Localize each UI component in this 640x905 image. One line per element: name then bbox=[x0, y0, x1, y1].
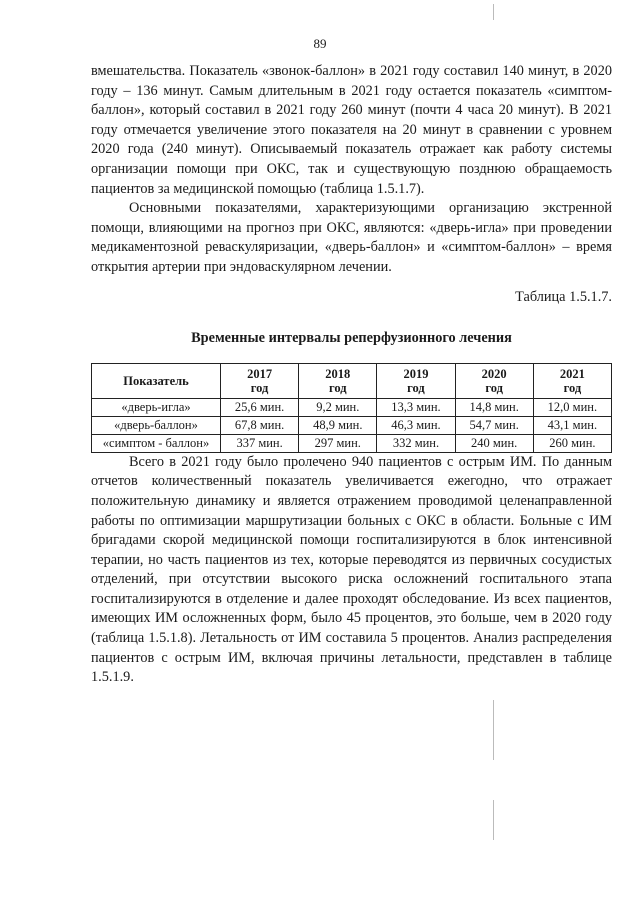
header-year-value: 2020 bbox=[481, 366, 507, 381]
reperfusion-intervals-table bbox=[91, 363, 612, 453]
table-row bbox=[92, 416, 612, 434]
header-year-value: 2019 bbox=[403, 366, 429, 381]
table-label: Таблица 1.5.1.7. bbox=[515, 288, 612, 305]
page-number: 89 bbox=[313, 36, 327, 51]
row-indicator-name: «симптом - баллон» bbox=[92, 434, 221, 452]
table-title: Временные интервалы реперфузионного лечения bbox=[191, 330, 512, 347]
table-cell: 240 мин. bbox=[455, 434, 533, 452]
header-year bbox=[533, 363, 611, 398]
page-content bbox=[91, 62, 612, 688]
header-year bbox=[299, 363, 377, 398]
table-cell: 67,8 мин. bbox=[221, 416, 299, 434]
table-header-row bbox=[92, 363, 612, 398]
header-year-unit: год bbox=[407, 380, 425, 395]
header-year bbox=[377, 363, 455, 398]
header-year-value: 2017 bbox=[247, 366, 273, 381]
paragraph-intro: вмешательства. Показатель «звонок-баллон» в 2021 году составил 140 минут, в 2020 году – 136 минут. Самым длительным в 2021 году остается показатель «симптом-баллон», который составил в 2021 году 260 минут (почти 4 часа 20 минут). В 2021 году отмечается увеличение этого показателя на 20 минут в сравнении с уровнем 2020 года (240 минут). Описываемый показатель отражает как работу системы организации помощи при ОКС, так и существующую позднюю обращаемость пациентов за медицинской помощью (таблица 1.5.1.7). bbox=[91, 63, 612, 197]
paragraph-indicators: Основными показателями, характеризующими организацию экстренной помощи, влияющими на прогноз при ОКС, являются: «дверь-игла» при проведении медикаментозной реваскуляризации, «дверь-баллон» и «симптом-баллон» – время открытия артерии при эндоваскулярном лечении. bbox=[91, 200, 612, 275]
header-year-value: 2021 bbox=[559, 366, 585, 381]
header-indicator: Показатель bbox=[92, 363, 221, 398]
table-cell: 48,9 мин. bbox=[299, 416, 377, 434]
table-row bbox=[92, 398, 612, 416]
table-cell: 54,7 мин. bbox=[455, 416, 533, 434]
table-cell: 9,2 мин. bbox=[299, 398, 377, 416]
paragraph-summary: Всего в 2021 году было пролечено 940 пациентов с острым ИМ. По данным отчетов количественный показатель увеличивается ежегодно, что отражает положительную динамику и является отражением проводимой целенаправленной работы по оптимизации маршрутизации больных с ОКС в области. Больные с ИМ бригадами скорой медицинской помощи госпитализируются в блок интенсивной терапии, но часть пациентов из тех, которые переводятся из первичных сосудистых отделений, при отсутствии высокого риска осложнений госпитального этапа госпитализируются в отделение и далее проходят обследование. Из всех пациентов, имеющих ИМ осложненных форм, было 45 процентов, это больше, чем в 2020 году (таблица 1.5.1.8). Летальность от ИМ составила 5 процентов. Анализ распределения пациентов с острым ИМ, включая причины летальности, представлен в таблице 1.5.1.9. bbox=[91, 453, 612, 686]
row-indicator-name: «дверь-игла» bbox=[92, 398, 221, 416]
header-year-unit: год bbox=[250, 380, 269, 395]
table-cell: 25,6 мин. bbox=[221, 398, 299, 416]
table-cell: 260 мин. bbox=[533, 434, 611, 452]
row-indicator-name: «дверь-баллон» bbox=[92, 416, 221, 434]
table-cell: 332 мин. bbox=[377, 434, 455, 452]
table-cell: 297 мин. bbox=[299, 434, 377, 452]
header-year bbox=[455, 363, 533, 398]
header-year-value: 2018 bbox=[325, 366, 351, 381]
table-cell: 12,0 мин. bbox=[533, 398, 611, 416]
table-cell: 46,3 мин. bbox=[377, 416, 455, 434]
table-cell: 13,3 мин. bbox=[377, 398, 455, 416]
scan-mark bbox=[493, 800, 494, 840]
header-year-unit: год bbox=[563, 380, 582, 395]
table-cell: 43,1 мин. bbox=[533, 416, 611, 434]
header-year bbox=[221, 363, 299, 398]
header-year-unit: год bbox=[485, 380, 503, 395]
table-cell: 14,8 мин. bbox=[455, 398, 533, 416]
header-year-unit: год bbox=[328, 380, 347, 395]
scan-mark bbox=[493, 4, 494, 20]
table-cell: 337 мин. bbox=[221, 434, 299, 452]
scan-mark bbox=[493, 700, 494, 760]
table-row bbox=[92, 434, 612, 452]
